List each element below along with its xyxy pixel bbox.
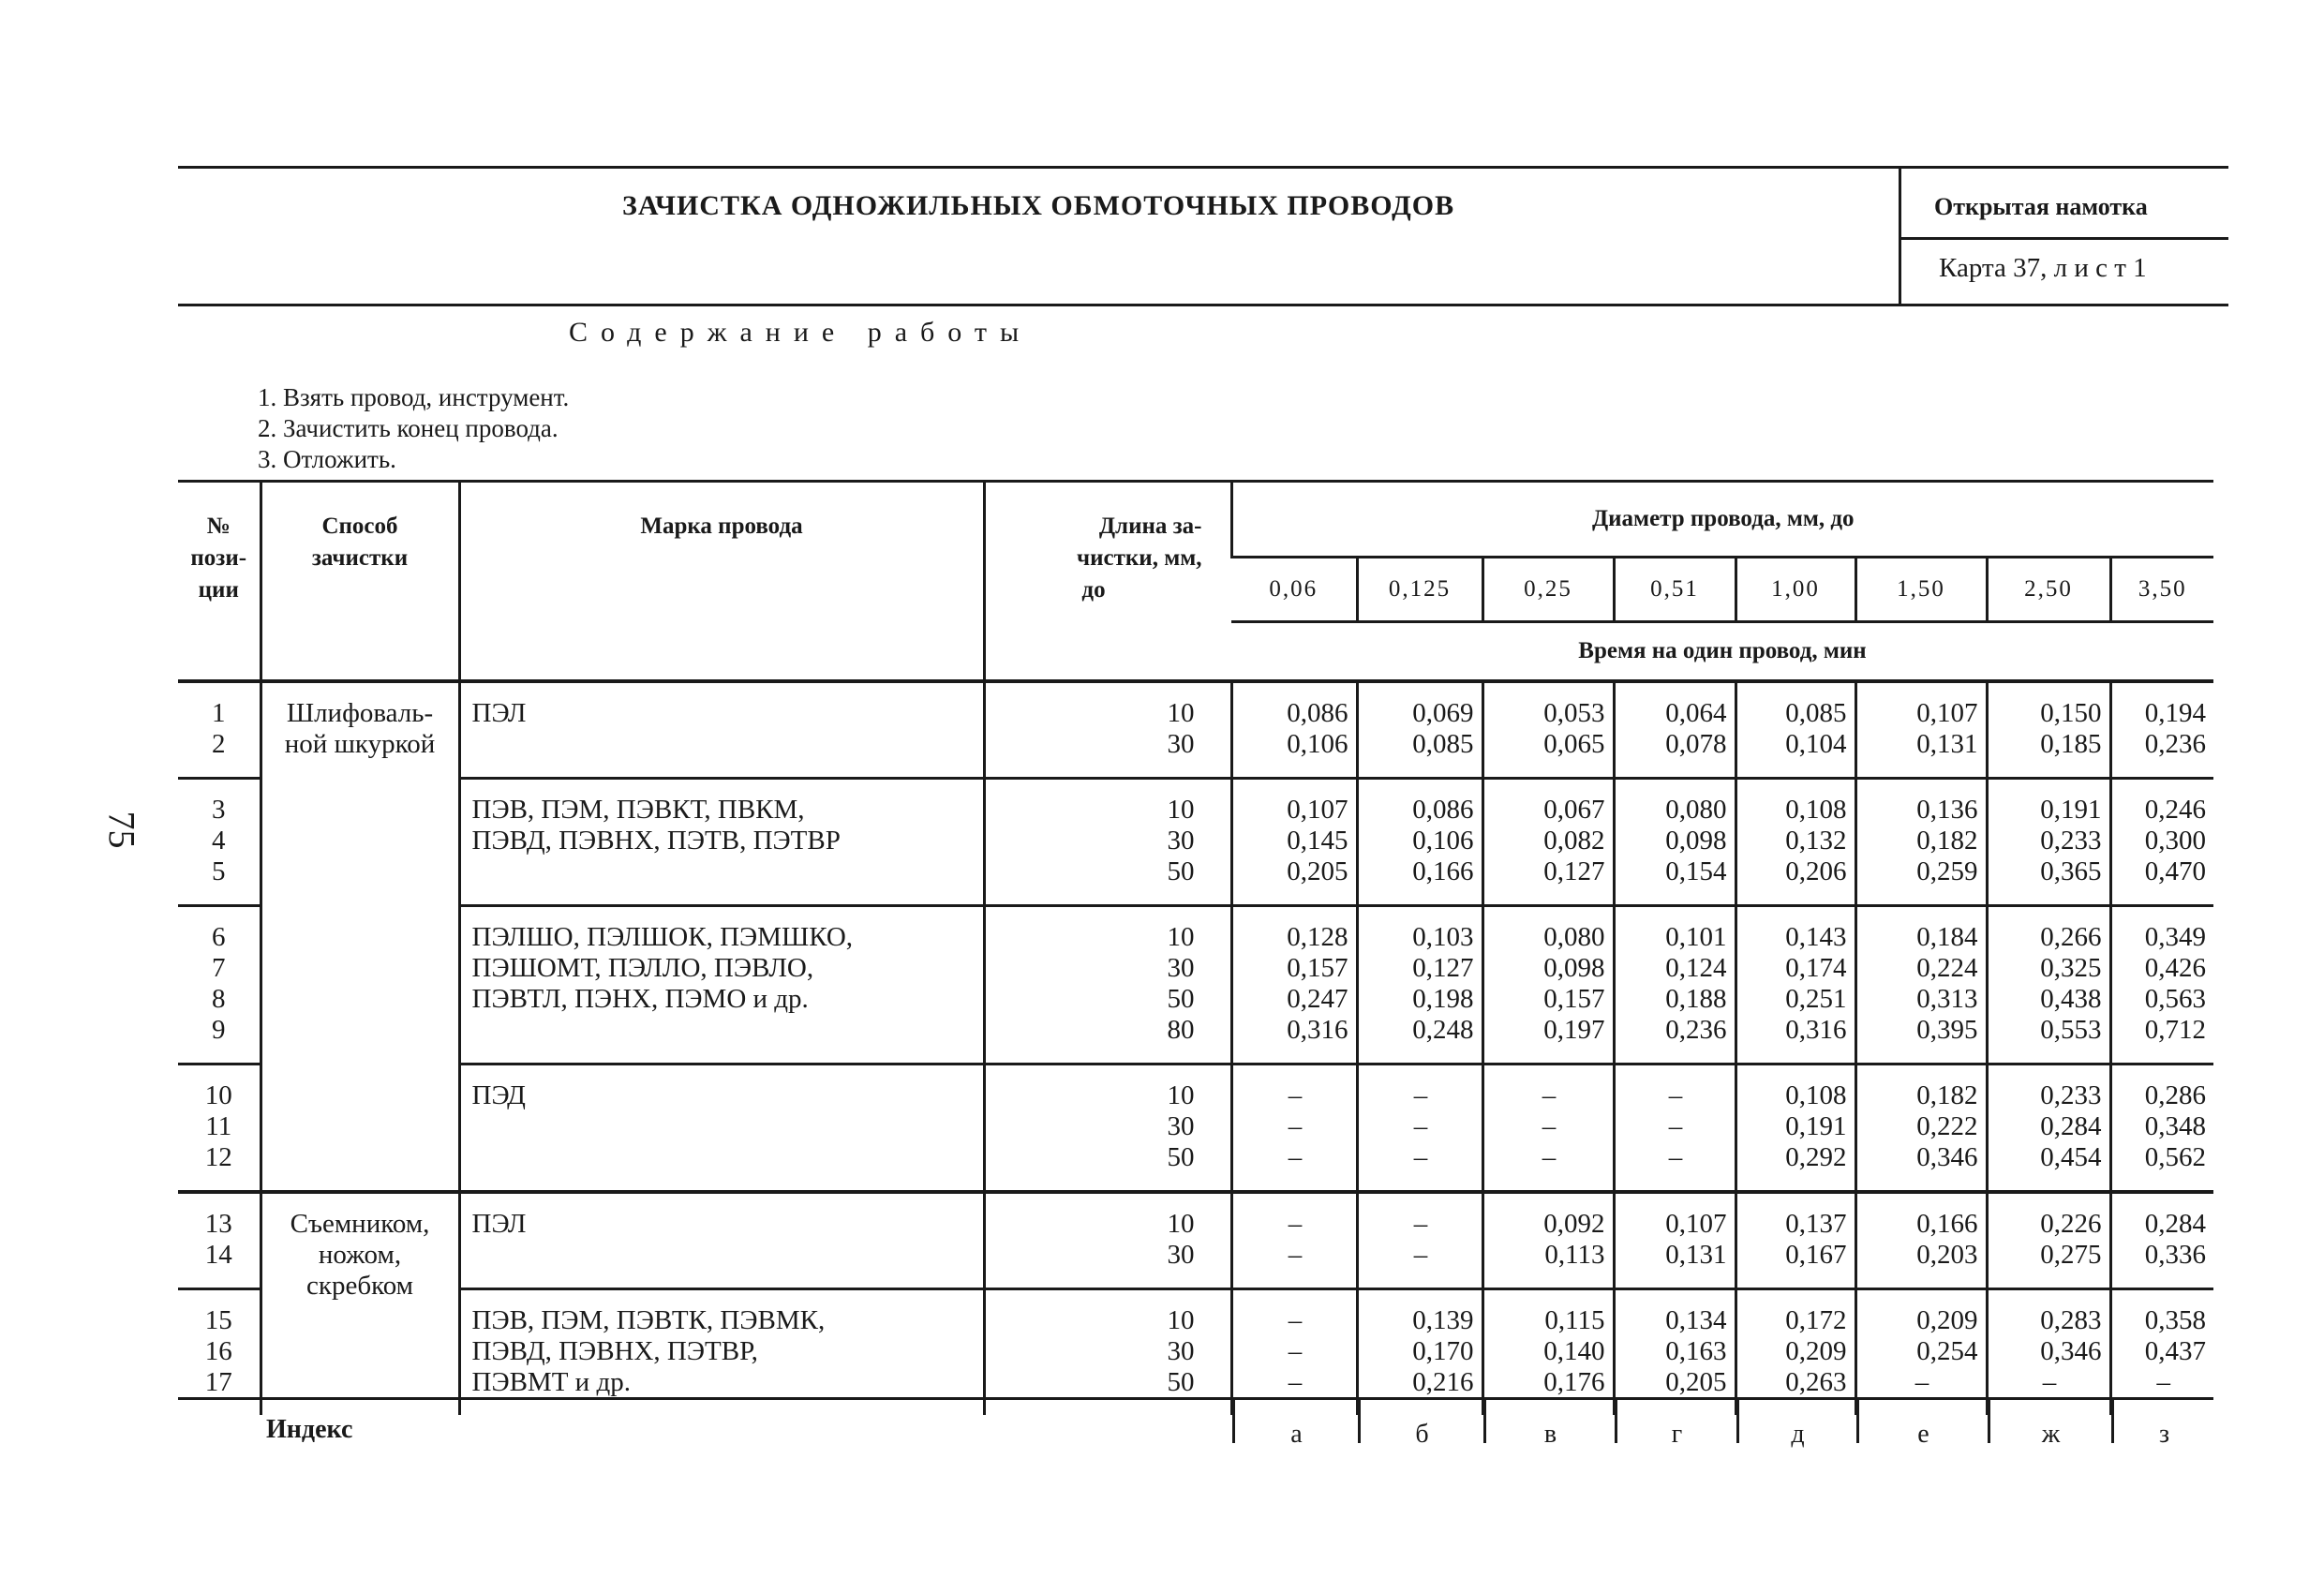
index-letter: г bbox=[1615, 1400, 1736, 1443]
step-1: 1. Взять провод, инструмент. bbox=[258, 383, 570, 411]
header-top-rule bbox=[178, 166, 2228, 169]
diameter-0-51: 0,51 bbox=[1614, 558, 1736, 622]
step-3: 3. Отложить. bbox=[258, 445, 396, 473]
time-value-cell: 0,172 0,209 0,263 bbox=[1736, 1289, 1855, 1416]
header-time: Время на один провод, мин bbox=[1578, 638, 1867, 663]
document-title: ЗАЧИСТКА ОДНОЖИЛЬНЫХ ОБМОТОЧНЫХ ПРОВОДОВ bbox=[622, 190, 1455, 221]
time-value-cell: 0,246 0,300 0,470 bbox=[2110, 779, 2213, 906]
time-value-cell: 0,226 0,275 bbox=[1987, 1192, 2110, 1289]
time-value-cell: 0,194 0,236 bbox=[2110, 681, 2213, 779]
time-value-cell: 0,107 0,131 bbox=[1855, 681, 1987, 779]
time-value-cell: 0,134 0,163 0,205 bbox=[1614, 1289, 1736, 1416]
diameter-1-00: 1,00 bbox=[1736, 558, 1855, 622]
position-cell: 10 11 12 bbox=[178, 1064, 261, 1193]
time-value-cell: 0,209 0,254 – bbox=[1855, 1289, 1987, 1416]
length-cell: 10 30 bbox=[984, 1192, 1231, 1289]
position-cell: 6 7 8 9 bbox=[178, 906, 261, 1064]
time-value-cell: 0,064 0,078 bbox=[1614, 681, 1736, 779]
step-2: 2. Зачистить конец провода. bbox=[258, 414, 559, 442]
time-value-cell: 0,184 0,224 0,313 0,395 bbox=[1855, 906, 1987, 1064]
diameter-0-06: 0,06 bbox=[1231, 558, 1357, 622]
position-cell: 1 2 bbox=[178, 681, 261, 779]
header-bottom-rule bbox=[178, 304, 2228, 306]
time-value-cell: 0,128 0,157 0,247 0,316 bbox=[1231, 906, 1357, 1064]
time-value-cell: 0,053 0,065 bbox=[1482, 681, 1614, 779]
table-row-group bbox=[178, 681, 2213, 779]
time-value-cell: 0,115 0,140 0,176 bbox=[1482, 1289, 1614, 1416]
wire-mark-cell: ПЭЛ bbox=[459, 1192, 984, 1289]
time-value-cell: 0,107 0,131 bbox=[1614, 1192, 1736, 1289]
time-value-cell: 0,286 0,348 0,562 bbox=[2110, 1064, 2213, 1193]
diameter-1-50: 1,50 bbox=[1855, 558, 1987, 622]
header-divider bbox=[1899, 166, 1901, 306]
header-length: Длина за- чистки, мм, до bbox=[984, 482, 1231, 682]
time-value-cell: 0,107 0,145 0,205 bbox=[1231, 779, 1357, 906]
time-value-cell: – – – bbox=[1231, 1064, 1357, 1193]
length-cell: 10 30 50 bbox=[984, 1064, 1231, 1193]
card-number: Карта 37, л и с т 1 bbox=[1939, 253, 2147, 283]
length-cell: 10 30 50 bbox=[984, 779, 1231, 906]
time-value-cell: 0,085 0,104 bbox=[1736, 681, 1855, 779]
wire-mark-cell: ПЭВ, ПЭМ, ПЭВКТ, ПВКМ, ПЭВД, ПЭВНХ, ПЭТВ, ПЭТВР bbox=[459, 779, 984, 906]
table-row-group bbox=[178, 1289, 2213, 1416]
diameter-0-125: 0,125 bbox=[1357, 558, 1482, 622]
index-letters bbox=[1232, 1400, 2213, 1449]
time-value-cell: 0,166 0,203 bbox=[1855, 1192, 1987, 1289]
time-value-cell: – – – bbox=[1482, 1064, 1614, 1193]
time-value-cell: 0,233 0,284 0,454 bbox=[1987, 1064, 2110, 1193]
length-cell: 10 30 50 bbox=[984, 1289, 1231, 1416]
index-letter: д bbox=[1736, 1400, 1856, 1443]
time-value-cell: 0,283 0,346 – bbox=[1987, 1289, 2110, 1416]
header-card-divider bbox=[1899, 237, 2228, 240]
table-row-group bbox=[178, 1192, 2213, 1289]
wire-mark-cell: ПЭЛ bbox=[459, 681, 984, 779]
time-value-cell: 0,086 0,106 bbox=[1231, 681, 1357, 779]
header-position: № пози- ции bbox=[178, 482, 261, 682]
wire-mark-cell: ПЭЛШО, ПЭЛШОК, ПЭМШКО, ПЭШОМТ, ПЭЛЛО, ПЭВЛО, ПЭВТЛ, ПЭНХ, ПЭМО и др. bbox=[459, 906, 984, 1064]
index-letter: а bbox=[1232, 1400, 1358, 1443]
table-row-group bbox=[178, 779, 2213, 906]
stripping-time-table bbox=[178, 480, 2213, 1415]
index-letter: б bbox=[1358, 1400, 1483, 1443]
contents-title: Содержание работы bbox=[569, 317, 1033, 348]
time-value-cell: 0,067 0,082 0,127 bbox=[1482, 779, 1614, 906]
time-value-cell: – – bbox=[1357, 1192, 1482, 1289]
index-letter: з bbox=[2111, 1400, 2214, 1443]
index-letter: е bbox=[1856, 1400, 1988, 1443]
time-value-cell: 0,182 0,222 0,346 bbox=[1855, 1064, 1987, 1193]
table-row-group bbox=[178, 1064, 2213, 1193]
time-value-cell: 0,137 0,167 bbox=[1736, 1192, 1855, 1289]
time-value-cell: 0,143 0,174 0,251 0,316 bbox=[1736, 906, 1855, 1064]
time-value-cell: – – – bbox=[1357, 1064, 1482, 1193]
time-value-cell: 0,086 0,106 0,166 bbox=[1357, 779, 1482, 906]
steps-list bbox=[258, 382, 569, 475]
winding-category: Открытая намотка bbox=[1934, 193, 2148, 220]
diameter-2-50: 2,50 bbox=[1987, 558, 2110, 622]
time-value-cell: 0,108 0,132 0,206 bbox=[1736, 779, 1855, 906]
header-mark: Марка провода bbox=[459, 482, 984, 682]
length-cell: 10 30 bbox=[984, 681, 1231, 779]
time-value-cell: 0,080 0,098 0,154 bbox=[1614, 779, 1736, 906]
page-number: 75 bbox=[100, 811, 143, 849]
diameter-3-50: 3,50 bbox=[2110, 558, 2213, 622]
header-diameter: Диаметр провода, мм, до bbox=[1231, 482, 2213, 558]
time-value-cell: 0,284 0,336 bbox=[2110, 1192, 2213, 1289]
position-cell: 15 16 17 bbox=[178, 1289, 261, 1416]
wire-mark-cell: ПЭД bbox=[459, 1064, 984, 1193]
position-cell: 3 4 5 bbox=[178, 779, 261, 906]
time-value-cell: – – bbox=[1231, 1192, 1357, 1289]
header-method: Способ зачистки bbox=[261, 482, 459, 682]
method-cell: Шлифоваль- ной шкуркой bbox=[261, 681, 459, 1192]
time-value-cell: 0,101 0,124 0,188 0,236 bbox=[1614, 906, 1736, 1064]
index-letter: ж bbox=[1988, 1400, 2111, 1443]
time-value-cell: 0,136 0,182 0,259 bbox=[1855, 779, 1987, 906]
time-value-cell: 0,080 0,098 0,157 0,197 bbox=[1482, 906, 1614, 1064]
time-value-cell: 0,150 0,185 bbox=[1987, 681, 2110, 779]
time-value-cell: 0,349 0,426 0,563 0,712 bbox=[2110, 906, 2213, 1064]
method-cell: Съемником, ножом, скребком bbox=[261, 1192, 459, 1415]
time-value-cell: 0,139 0,170 0,216 bbox=[1357, 1289, 1482, 1416]
position-cell: 13 14 bbox=[178, 1192, 261, 1289]
time-value-cell: 0,103 0,127 0,198 0,248 bbox=[1357, 906, 1482, 1064]
time-value-cell: 0,266 0,325 0,438 0,553 bbox=[1987, 906, 2110, 1064]
time-value-cell: 0,191 0,233 0,365 bbox=[1987, 779, 2110, 906]
table-row-group bbox=[178, 906, 2213, 1064]
index-letter: в bbox=[1483, 1400, 1615, 1443]
diameter-0-25: 0,25 bbox=[1482, 558, 1614, 622]
time-value-cell: – – – bbox=[1614, 1064, 1736, 1193]
wire-mark-cell: ПЭВ, ПЭМ, ПЭВТК, ПЭВМК, ПЭВД, ПЭВНХ, ПЭТВР, ПЭВМТ и др. bbox=[459, 1289, 984, 1416]
length-cell: 10 30 50 80 bbox=[984, 906, 1231, 1064]
index-label: Индекс bbox=[266, 1415, 353, 1444]
time-value-cell: 0,108 0,191 0,292 bbox=[1736, 1064, 1855, 1193]
time-value-cell: 0,069 0,085 bbox=[1357, 681, 1482, 779]
time-value-cell: 0,092 0,113 bbox=[1482, 1192, 1614, 1289]
time-value-cell: 0,358 0,437 – bbox=[2110, 1289, 2213, 1416]
time-value-cell: – – – bbox=[1231, 1289, 1357, 1416]
